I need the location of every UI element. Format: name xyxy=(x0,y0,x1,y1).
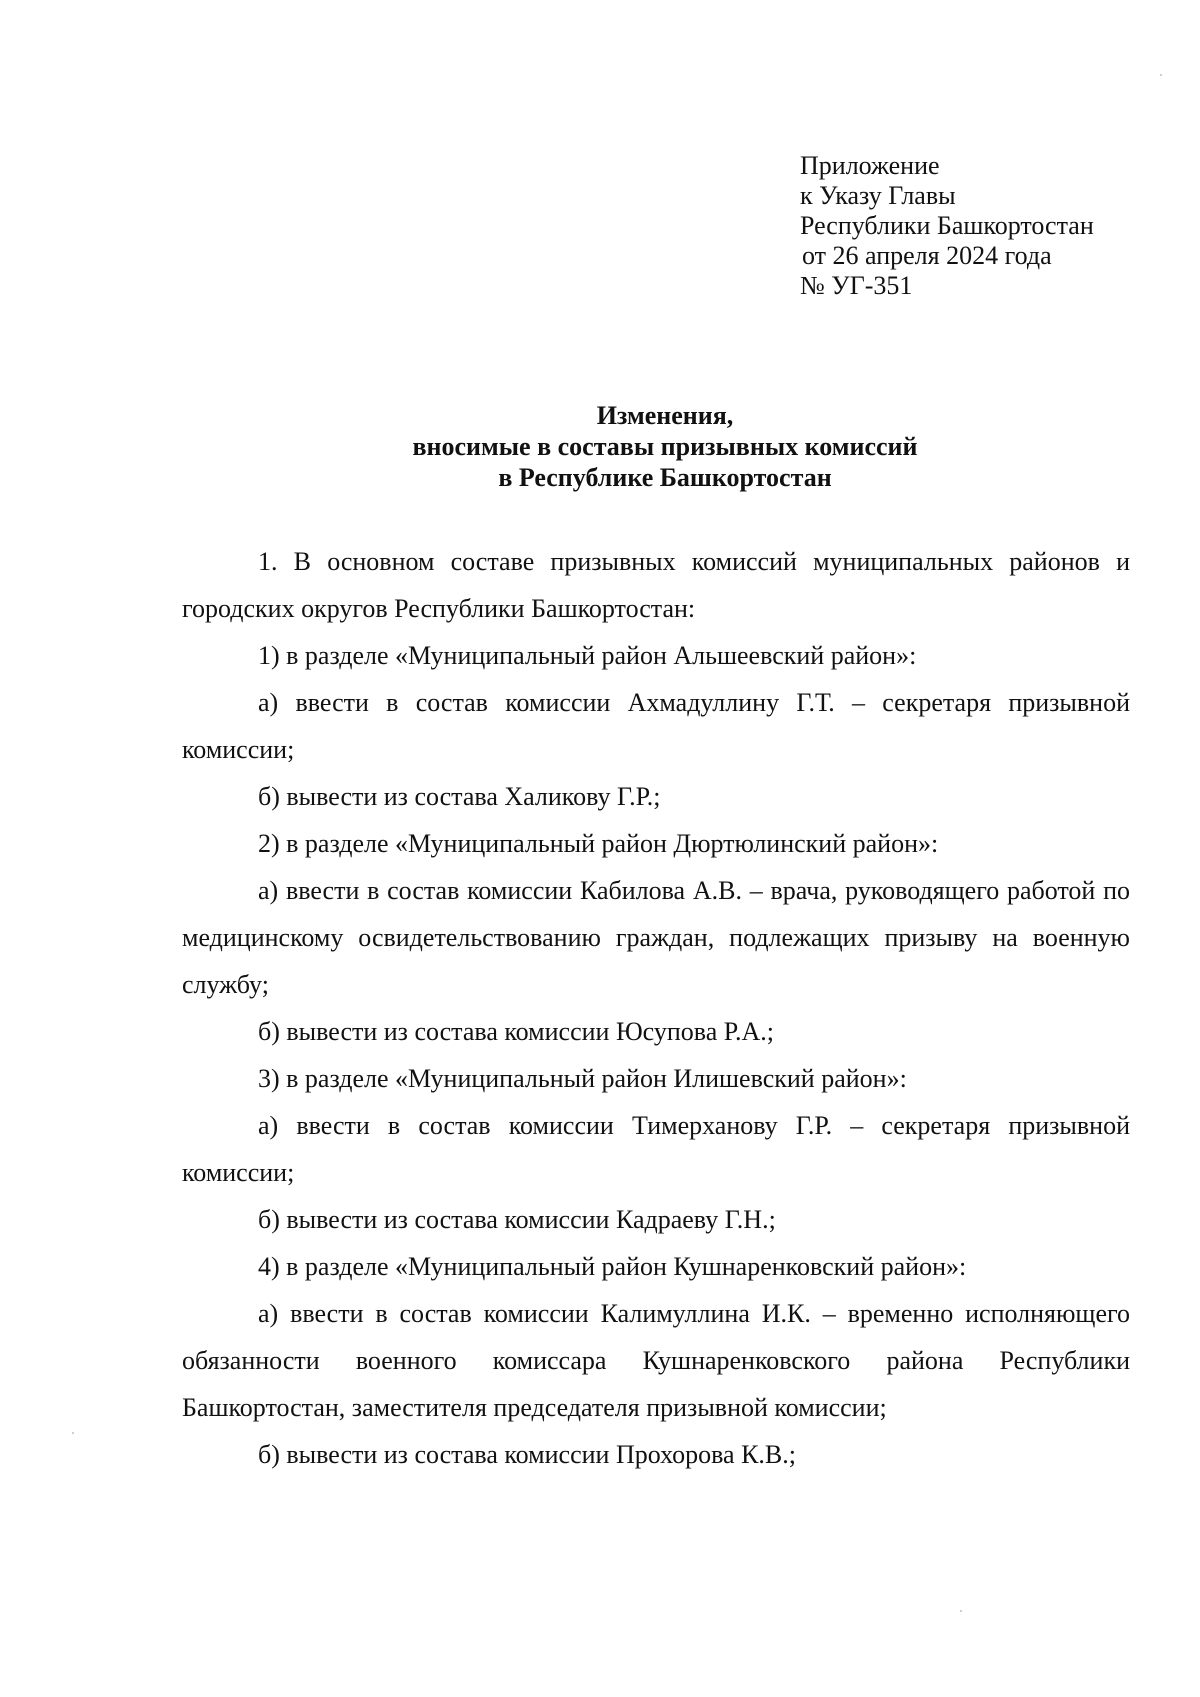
appendix-line: Приложение xyxy=(800,151,940,180)
appendix-header xyxy=(800,151,1160,301)
title-line: в Республике Башкортостан xyxy=(498,463,832,492)
paragraph-item-3: 3) в разделе «Муниципальный район Илишевский район»: xyxy=(258,1064,907,1093)
appendix-line: к Указу Главы xyxy=(800,181,956,210)
title-line: вносимые в составы призывных комиссий xyxy=(412,432,918,461)
paragraph-item-1: 1) в разделе «Муниципальный район Альшеевский район»: xyxy=(258,641,917,670)
paragraph-item-3b: б) вывести из состава комиссии Кадраеву Г.Н.; xyxy=(258,1205,776,1234)
paragraph-item-4a: а) ввести в состав комиссии Калимуллина И.К. – временно исполняющего обязанности военного комиссара Кушнаренковского района Республики Башкортостан, заместителя председателя призывной комиссии; xyxy=(182,1299,1130,1422)
title-line: Изменения, xyxy=(596,401,734,430)
document-body xyxy=(182,538,1130,1478)
scan-artifact xyxy=(72,1432,74,1434)
paragraph-section-1: 1. В основном составе призывных комиссий муниципальных районов и городских округов Республики Башкортостан: xyxy=(182,547,1130,623)
appendix-number: № УГ-351 xyxy=(800,271,913,300)
paragraph-item-2: 2) в разделе «Муниципальный район Дюртюлинский район»: xyxy=(258,829,939,858)
paragraph-item-2a: а) ввести в состав комиссии Кабилова А.В. – врача, руководящего работой по медицинскому освидетельствованию граждан, подлежащих призыву на военную службу; xyxy=(182,876,1130,999)
paragraph-item-1a: а) ввести в состав комиссии Ахмадуллину Г.Т. – секретаря призывной комиссии; xyxy=(182,688,1130,764)
scan-artifact xyxy=(960,1610,962,1612)
paragraph-item-1b: б) вывести из состава Халикову Г.Р.; xyxy=(258,782,661,811)
paragraph-item-4: 4) в разделе «Муниципальный район Кушнаренковский район»: xyxy=(258,1252,967,1281)
paragraph-item-2b: б) вывести из состава комиссии Юсупова Р.А.; xyxy=(258,1017,774,1046)
scan-artifact xyxy=(1160,74,1162,76)
appendix-date: от 26 апреля 2024 года xyxy=(802,241,1052,270)
paragraph-item-3a: а) ввести в состав комиссии Тимерханову Г.Р. – секретаря призывной комиссии; xyxy=(182,1111,1130,1187)
paragraph-item-4b: б) вывести из состава комиссии Прохорова К.В.; xyxy=(258,1440,796,1469)
document-title xyxy=(180,400,1150,493)
appendix-line: Республики Башкортостан xyxy=(800,211,1094,240)
